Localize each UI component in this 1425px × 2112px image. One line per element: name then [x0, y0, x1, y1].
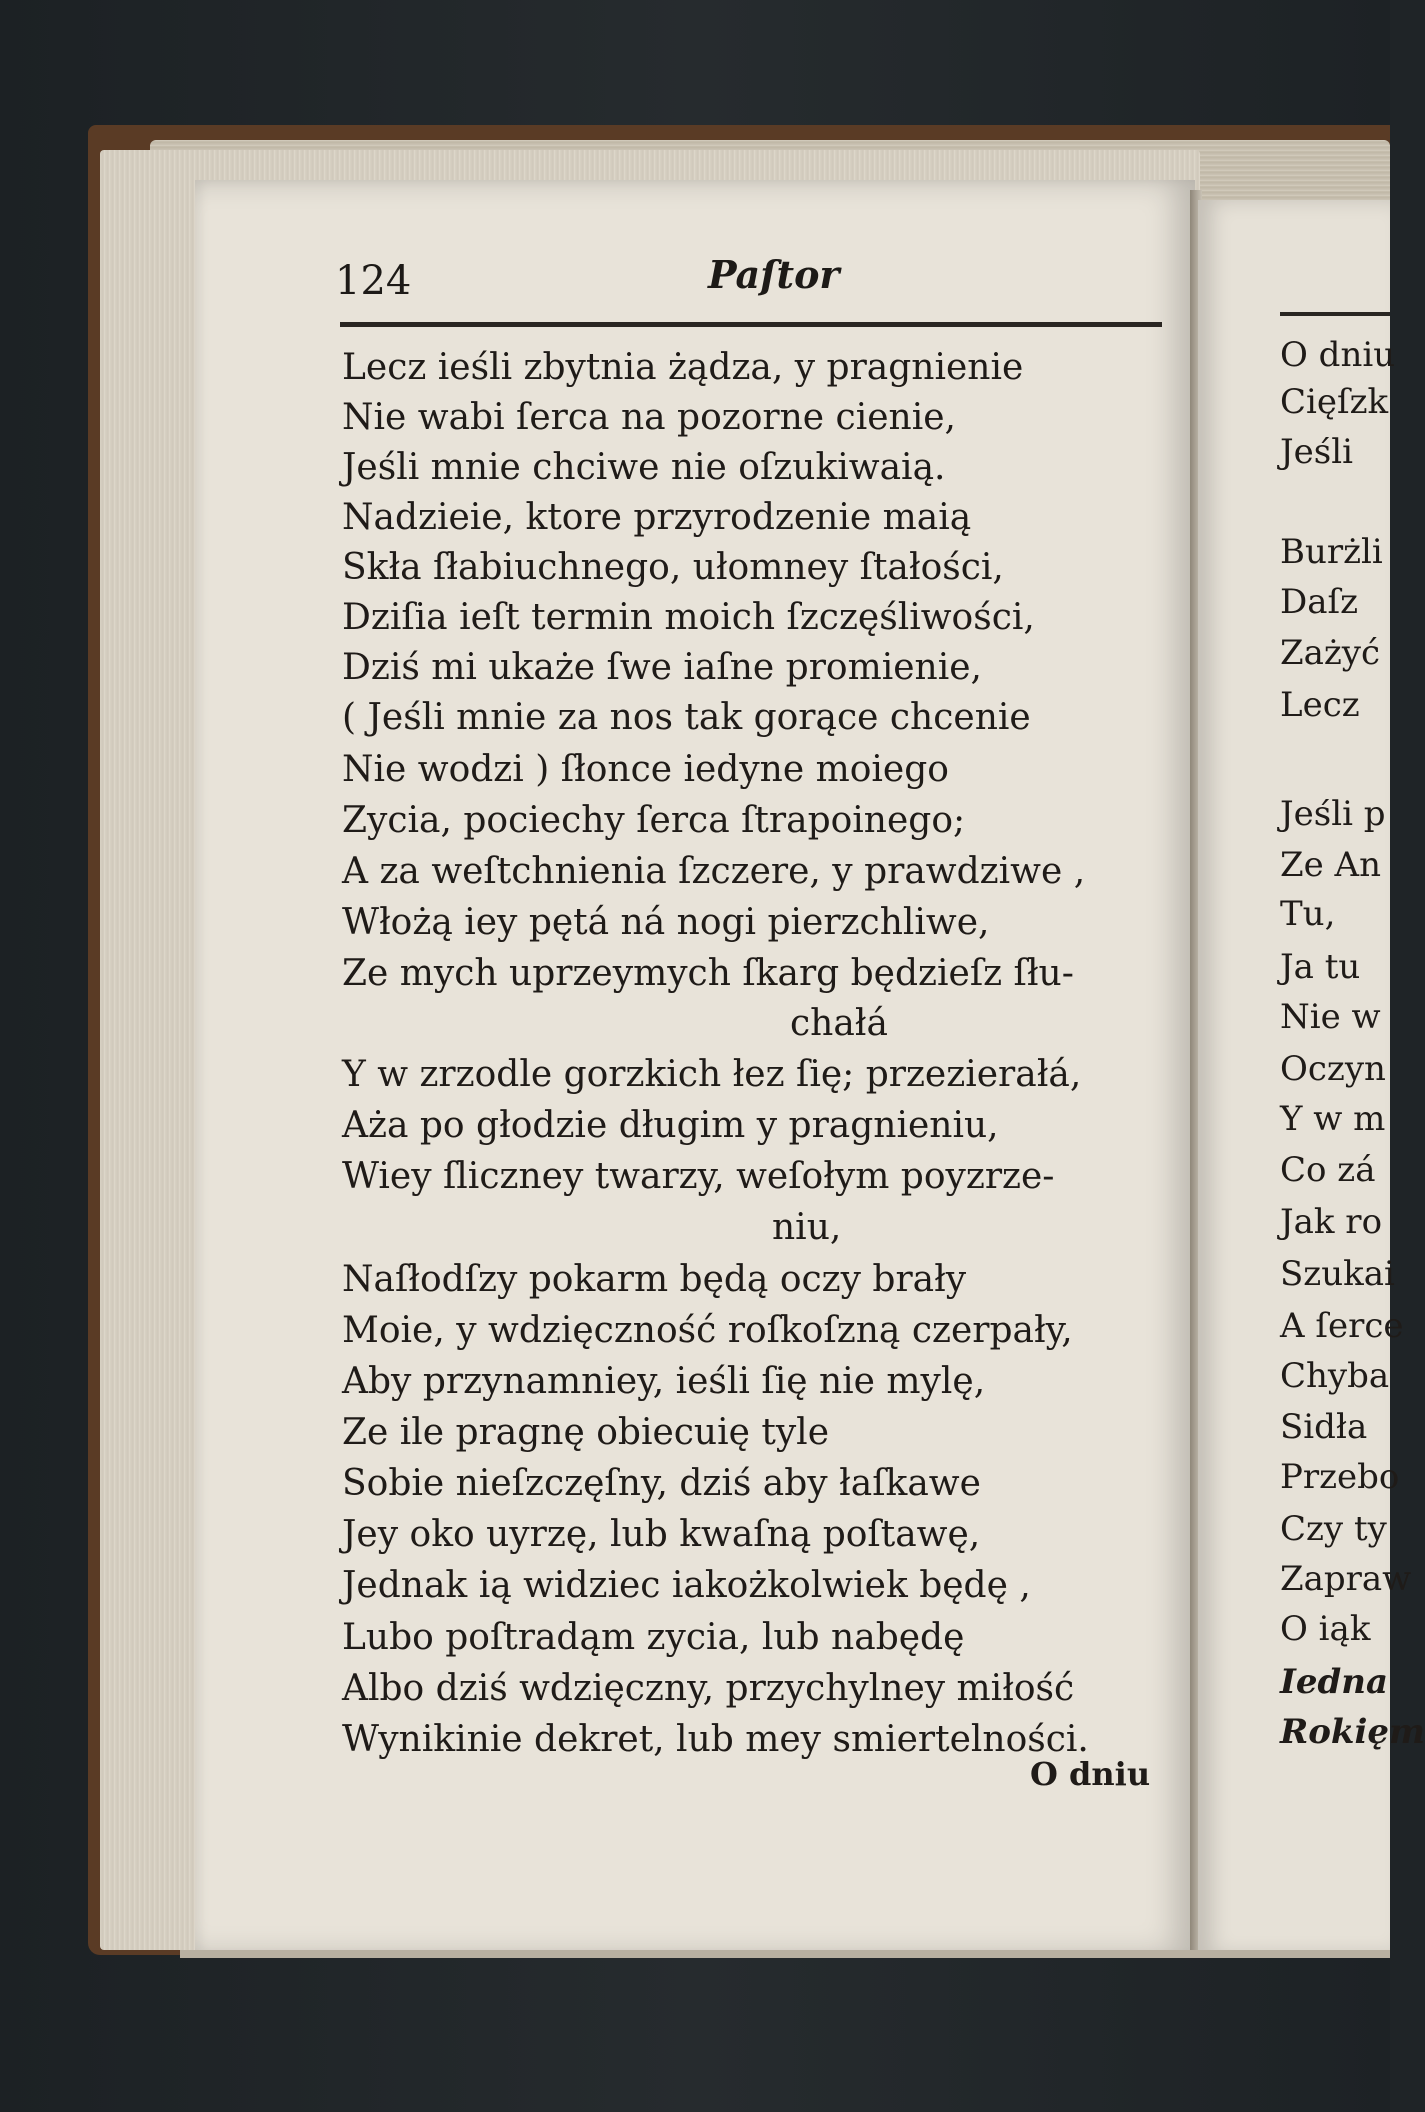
poem-line-right: Zażyć	[1280, 633, 1381, 673]
poem-line: Sobie nieſzczęſny, dziś aby łaſkawe	[342, 1463, 981, 1504]
poem-line-right: Czy ty	[1280, 1509, 1387, 1549]
poem-line-right: Jak ro	[1280, 1202, 1383, 1242]
poem-line: Jey oko uyrzę, lub kwaſną poſtawę,	[342, 1514, 981, 1555]
poem-line: Nie wodzi ) ſłonce iedyne moiego	[342, 749, 949, 790]
poem-line-right: Chyba	[1280, 1356, 1390, 1396]
poem-line-right: Oczyn	[1280, 1049, 1386, 1089]
header-rule	[340, 322, 1162, 327]
right-page-header-rule	[1280, 312, 1390, 316]
poem-line: Nie wabi ſerca na pozorne cienie,	[342, 397, 956, 438]
poem-line: Dziś mi ukaże ſwe iaſne promienie,	[342, 647, 982, 688]
poem-line: Jeśli mnie chciwe nie oſzukiwaią.	[342, 447, 946, 488]
poem-line-right: Ze An	[1280, 845, 1382, 885]
poem-line: niu,	[772, 1207, 842, 1248]
poem-line-right: Zapraw	[1280, 1559, 1412, 1599]
poem-line-right: Cięſzk	[1280, 382, 1389, 422]
poem-line: Skła ſłabiuchnego, ułomney ſtałości,	[342, 547, 1004, 588]
poem-line: Albo dziś wdzięczny, przychylney miłość	[342, 1668, 1075, 1709]
poem-line: Wynikinie dekret, lub mey smiertelności.	[342, 1719, 1089, 1760]
poem-line-right: O iąk	[1280, 1609, 1371, 1649]
poem-line: ( Jeśli mnie za nos tak gorące chcenie	[342, 697, 1031, 738]
poem-line-right: Lecz	[1280, 685, 1360, 725]
poem-line: Naſłodſzy pokarm będą oczy brały	[342, 1259, 967, 1300]
poem-line: Lubo poſtradąm zycia, lub nabędę	[342, 1617, 965, 1658]
poem-line: Dziſia ieſt termin moich ſzczęśliwości,	[342, 597, 1035, 638]
poem-line: Jednak ią widziec iakożkolwiek będę ,	[342, 1565, 1031, 1606]
poem-line: A za weſtchnienia ſzczere, y prawdziwe ,	[342, 851, 1086, 892]
poem-line-right: Jeśli	[1280, 432, 1353, 472]
poem-line-right: Rokięm	[1280, 1712, 1425, 1752]
poem-line-right: Przebo	[1280, 1457, 1400, 1497]
poem-line-right: Sidła	[1280, 1407, 1368, 1447]
poem-line-right: A ſerce	[1280, 1306, 1404, 1346]
poem-line: Zycia, pociechy ſerca ſtrapoinego;	[342, 800, 966, 841]
poem-line: Aby przynamniey, ieśli ſię nie mylę,	[342, 1361, 986, 1402]
poem-line: Ze mych uprzeymych ſkarg będzieſz ſłu-	[342, 953, 1074, 994]
poem-line: Moie, y wdzięczność roſkoſzną czerpały,	[342, 1310, 1073, 1351]
poem-line: Ze ile pragnę obiecuię tyle	[342, 1412, 830, 1453]
poem-line: Nadzieie, ktore przyrodzenie maią	[342, 497, 972, 538]
poem-line-right: Iedna	[1280, 1662, 1389, 1702]
page-edge-bottom	[180, 1950, 1390, 1958]
page-number: 124	[335, 258, 412, 304]
poem-line-right: Daſz	[1280, 582, 1359, 622]
poem-line-right: Ja tu	[1280, 947, 1361, 987]
catchword: O dniu	[1030, 1755, 1151, 1793]
poem-line-right: Y w m	[1280, 1099, 1386, 1139]
poem-line-right: O dniu	[1280, 335, 1396, 375]
poem-line: Y w zrzodle gorzkich łez ſię; przezierałá,	[342, 1054, 1082, 1095]
running-head: Paſtor	[708, 252, 840, 297]
poem-line-right: Szukai	[1280, 1254, 1395, 1294]
poem-line-right: Jeśli p	[1280, 794, 1386, 834]
poem-line-right: Tu,	[1280, 894, 1336, 934]
poem-line: Wiey ſliczney twarzy, weſołym poyzrze-	[342, 1156, 1055, 1197]
poem-line: Lecz ieśli zbytnia żądza, y pragnienie	[342, 347, 1024, 388]
poem-line-right: Nie w	[1280, 997, 1381, 1037]
poem-line-right: Co zá	[1280, 1150, 1376, 1190]
poem-line: Włożą iey pętá ná nogi pierzchliwe,	[342, 902, 990, 943]
poem-line: chałá	[790, 1003, 888, 1044]
poem-line-right: Burżli	[1280, 532, 1383, 572]
poem-line: Aża po głodzie długim y pragnieniu,	[342, 1105, 999, 1146]
